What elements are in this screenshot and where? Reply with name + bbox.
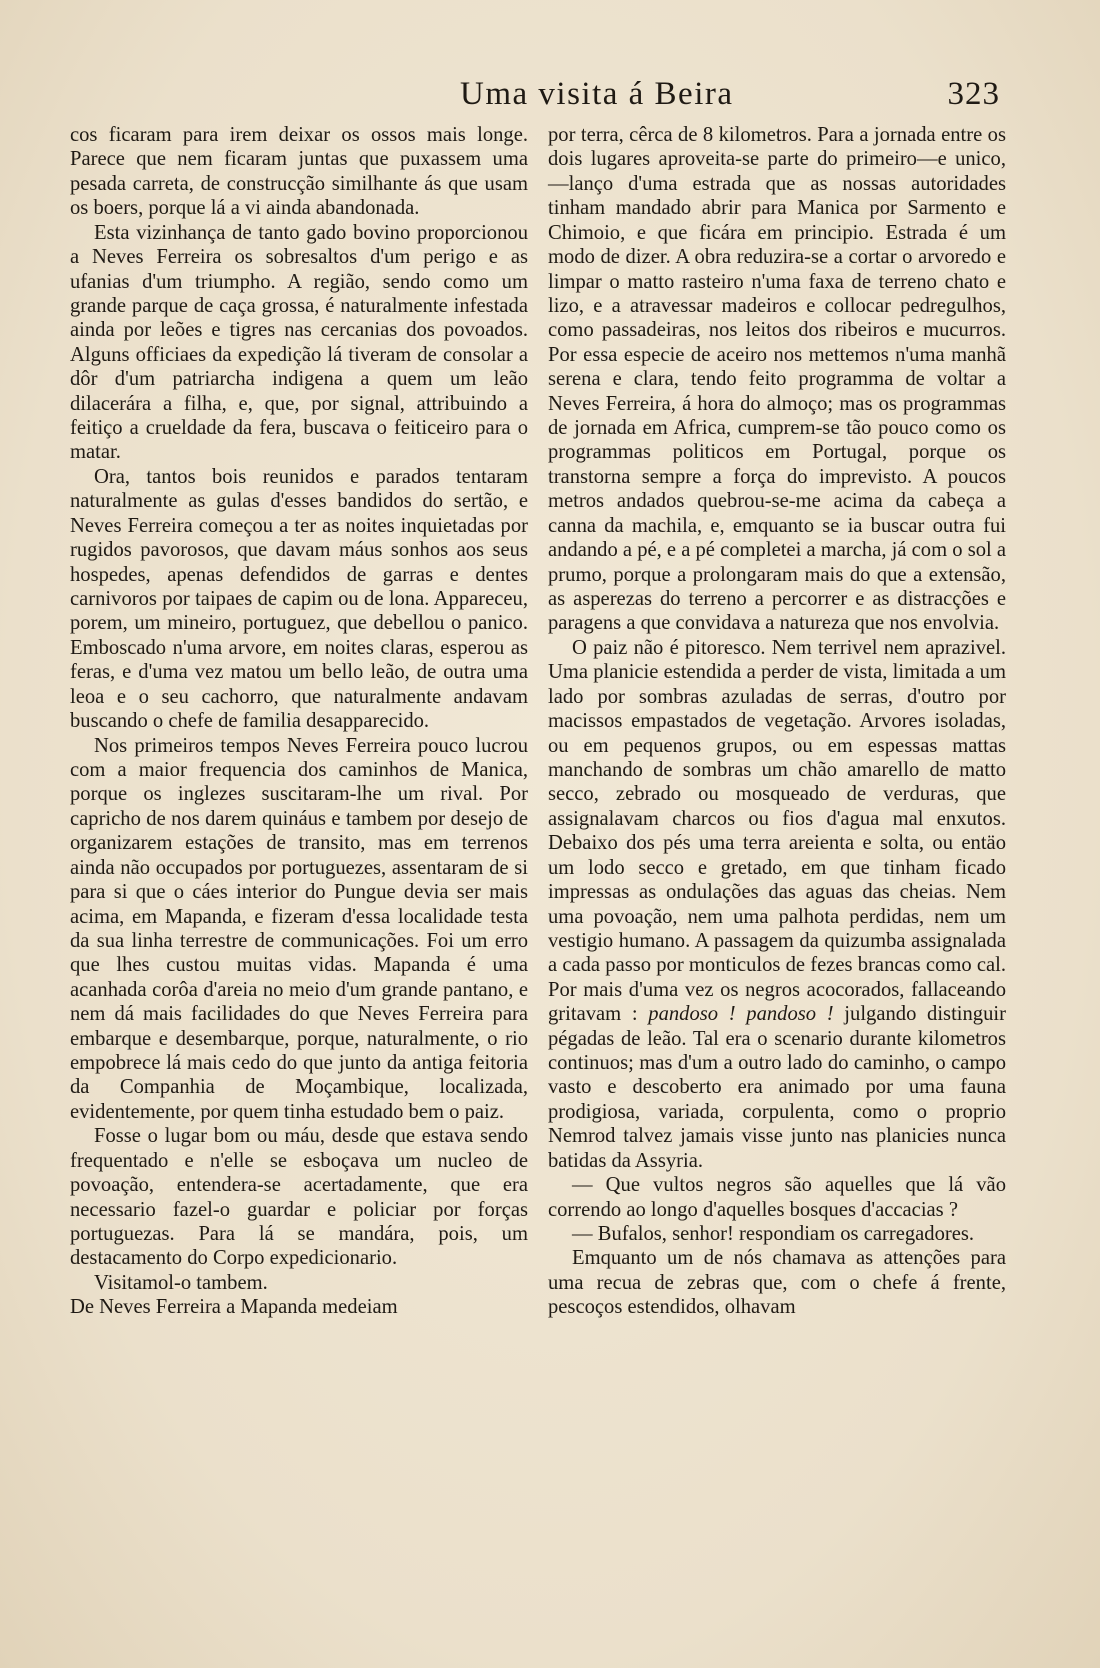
paragraph: De Neves Ferreira a Mapanda medeiam — [70, 1296, 398, 1319]
paragraph: Esta vizinhança de tanto gado bovino proporcionou a Neves Ferreira os sobresaltos d'um perigo e as ufanias d'um triumpho. A região, sendo como um grande parque de caça grossa, é naturalmente infestada ainda por leões e tigres nas cercanias dos povoados. Alguns officiaes da expedição lá tiveram de consolar a dôr d'um patriarcha indigena a quem um leão dilacerára a filha, e, que, por signal, attribuindo a feitiço a crueldade da fera, buscava o feiticeiro para o matar. — [70, 221, 528, 464]
paragraph: Nos primeiros tempos Neves Ferreira pouco lucrou com a maior frequencia dos caminhos de Manica, porque os inglezes suscitaram-lhe um rival. Por capricho de nos darem quináus e tambem por desejo de organizarem estações de transito, mas em terrenos ainda não occupados por portuguezes, assentaram de si para si que o cáes interior do Pungue devia ser mais acima, em Mapanda, e fizeram d'essa localidade testa da sua linha terrestre de communicações. Foi um erro que lhes custou muitas vidas. Mapanda é uma acanhada corôa d'areia no meio d'um grande pantano, e nem dá mais facilidades do que Neves Ferreira para embarque e desembarque, porque, naturalmente, o rio empobrece lá mais cedo do que junto da antiga feitoria da Companhia de Moçambique, localizada, evidentemente, por quem tinha estudado bem o paiz. — [70, 734, 528, 1123]
paragraph-text: O paiz não é pitoresco. Nem terrivel nem aprazivel. Uma planicie estendida a perder de vista, limitada a um lado por sombras azuladas de serras, d'outro por macissos empastados de vegetação. Arvores isoladas, ou em pequenos grupos, ou em espessas mattas manchando de sombras um chão amarello de matto secco, zebrado ou mosqueado de verduras, que assignalavam charcos ou fios d'agua mal enxutos. Debaixo dos pés uma terra areienta e solta, ou entäo um lodo secco e gretado, em que tinham ficado impressas as ondulações das aguas das cheias. Nem uma povoação, nem uma palhota perdidas, nem um vestigio humano. A passagem da quizumba assignalada a cada passo por monticulos de fezes brancas como cal. Por mais d'uma vez os negros acocorados, fallaceando gritavam : — [548, 636, 1006, 1026]
paragraph: por terra, cêrca de 8 kilometros. Para a jornada entre os dois lugares aproveita-se parte do primeiro—e unico,—lanço d'uma estrada que as nossas autoridades tinham mandado abrir para Manica por Sarmento e Chimoio, e que ficára em principio. Estrada é um modo de dizer. A obra reduzira-se a cortar o arvoredo e limpar o matto rasteiro n'uma faxa de terreno chato e lizo, e a atravessar madeiros e collocar pedregulhos, como passadeiras, nos leitos dos ribeiros e mucurros. Por essa especie de aceiro nos mettemos n'uma manhã serena e clara, tendo feito programma de voltar a Neves Ferreira, á hora do almoço; mas os programmas de jornada em Africa, cumprem-se tão pouco como os programmas politicos em Portugal, porque os transtorna sempre a força do imprevisto. A poucos metros andados quebrou-se-me acima da cabeça a canna da machila, e, emquanto se ia buscar outra fui andando a pé, e a pé completei a marcha, já com o sol a prumo, porque a prolongaram mais do que a extensão, as asperezas do terreno a percorrer e as distracções e paragens a que convidava a natureza que nos envolvia. — [548, 124, 1007, 635]
paragraph-text: julgando distinguir pégadas de leão. Tal era o scenario durante kilometros continuos; mas d'um a outro lado do caminho, o campo vasto e descoberto era animado por uma fauna prodigiosa, variada, corpulenta, como o proprio Nemrod talvez jamais visse junto nas planicies nunca batidas da Assyria. — [548, 1003, 1006, 1172]
running-title: Uma visita á Beira — [460, 76, 734, 112]
right-column — [548, 123, 1006, 1320]
paragraph — [548, 636, 1006, 1173]
paragraph: Visitamol-o tambem. — [94, 1271, 268, 1294]
paragraph: Ora, tantos bois reunidos e parados tentaram naturalmente as gulas d'esses bandidos do sertão, e Neves Ferreira começou a ter as noites inquietadas por rugidos pavorosos, que davam máus sonhos aos seus hospedes, apenas defendidos de garras e dentes carnivoros por taipaes de capim ou de lona. Appareceu, porem, um mineiro, portuguez, que debellou o panico. Emboscado n'uma arvore, em noites claras, esperou as feras, e d'uma vez matou um bello leão, de outra uma leoa e o seu cachorro, que naturalmente andavam buscando o chefe de familia desapparecido. — [70, 465, 528, 733]
paragraph: cos ficaram para irem deixar os ossos mais longe. Parece que nem ficaram juntas que puxassem uma pesada carreta, de construcção similhante ás que usam os boers, porque lá a vi ainda abandonada. — [70, 124, 528, 220]
page-header — [70, 72, 1000, 116]
dialogue-line: — Bufalos, senhor! respondiam os carregadores. — [572, 1222, 975, 1245]
left-column — [70, 123, 528, 1320]
page-number: 323 — [947, 76, 1000, 112]
paragraph: Fosse o lugar bom ou máu, desde que estava sendo frequentado e n'elle se esboçava um nucleo de povoação, entendera-se acertadamente, que era necessario fazel-o guardar e policiar por forças portuguezas. Para lá se mandára, pois, um destacamento do Corpo expedicionario. — [70, 1125, 528, 1270]
paragraph: Emquanto um de nós chamava as attenções para uma recua de zebras que, com o chefe á frente, pescoços estendidos, olhavam — [548, 1247, 1006, 1319]
italic-exclamation: pandoso ! pandoso ! — [648, 1003, 834, 1026]
dialogue-line: — Que vultos negros são aquelles que lá vão correndo ao longo d'aquelles bosques d'accacias ? — [548, 1174, 1006, 1221]
